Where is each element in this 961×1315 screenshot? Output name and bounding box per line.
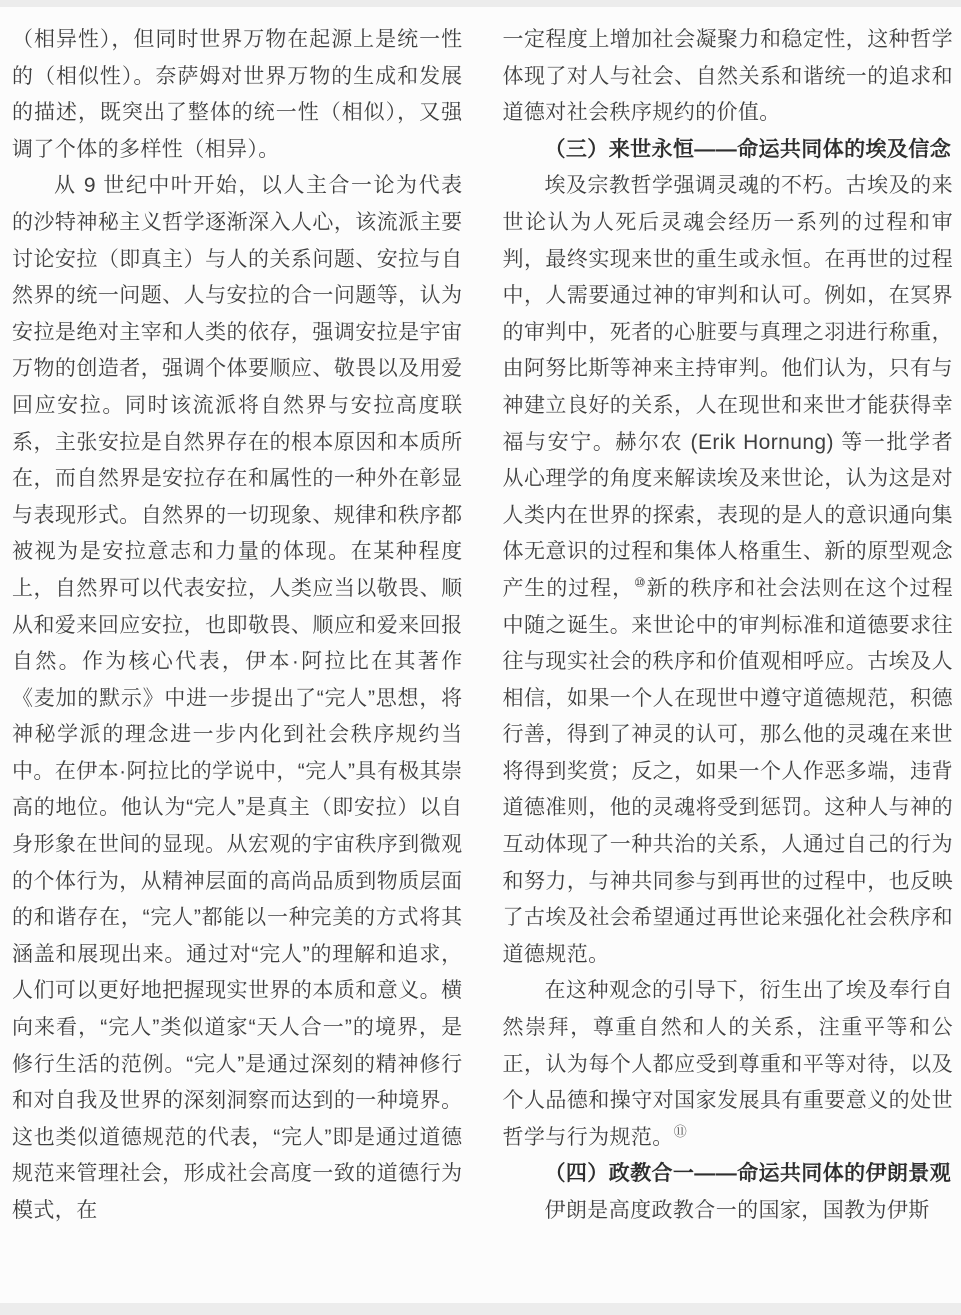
page-bottom-edge <box>0 1303 961 1315</box>
text-run: 埃及宗教哲学强调灵魂的不朽。古埃及的来世论认为人死后灵魂会经历一系列的过程和审判，最终实现来世的重生或永恒。在再世的过程中，人需要通过神的审判和认可。例如，在冥界的审判中，死者的心脏要与真理之羽进行称重，由阿努比斯等神来主持审判。他们认为，只有与神建立良好的关系，人在现世和来世才能获得幸福与安宁。赫尔农 (Erik Hornung) 等一批学者从心理学的角度来解读埃及来世论，认为这是对人类内在世界的探索，表现的是人的意识通向集体无意识的过程和集体人格重生、新的原型观念产生的过程， <box>502 174 953 600</box>
text-run: 伊朗是高度政教合一的国家，国教为伊斯 <box>544 1199 930 1222</box>
text-run: （三）来世永恒——命运共同体的埃及信念 <box>544 137 952 161</box>
page-top-edge <box>0 0 961 7</box>
footnote-marker: ⑩ <box>634 574 647 590</box>
text-run: 新的秩序和社会法则在这个过程中随之诞生。来世论中的审判标准和道德要求往往与现实社会的秩序和价值观相呼应。古埃及人相信，如果一个人在现世中遵守道德规范，积德行善，得到了神灵的认可，那么他的灵魂在来世将得到奖赏；反之，如果一个人作恶多端，违背道德准则，他的灵魂将受到惩罚。这种人与神的互动体现了一种共治的关系，人通过自己的行为和努力，与神共同参与到再世的过程中，也反映了古埃及社会希望通过再世论来强化社会秩序和道德规范。 <box>502 576 953 966</box>
text-run: 从 9 世纪中叶开始，以人主合一论为代表的沙特神秘主义哲学逐渐深入人心，该流派主要讨论安拉（即真主）与人的关系问题、安拉与自然界的统一问题、人与安拉的合一问题等，认为安拉是绝对主宰和人类的依存，强调安拉是宇宙万物的创造者，强调个体要顺应、敬畏以及用爱回应安拉。同时该流派将自然界与安拉高度联系，主张安拉是自然界存在的根本原因和本质所在，而自然界是安拉存在和属性的一种外在彰显与表现形式。自然界的一切现象、规律和秩序都被视为是安拉意志和力量的体现。在某种程度上，自然界可以代表安拉，人类应当以敬畏、顺从和爱来回应安拉，也即敬畏、顺应和爱来回报自然。作为核心代表，伊本·阿拉比在其著作《麦加的默示》中进一步提出了“完人”思想，将神秘学派的理念进一步内化到社会秩序规约当中。在伊本·阿拉比的学说中，“完人”具有极其崇高的地位。他认为“完人”是真主（即安拉）以自身形象在世间的显现。从宏观的宇宙秩序到微观的个体行为，从精神层面的高尚品质到物质层面的和谐存在，“完人”都能以一种完美的方式将其涵盖和展现出来。通过对“完人”的理解和追求，人们可以更好地把握现实世界的本质和意义。横向来看，“完人”类似道家“天人合一”的境界，是修行生活的范例。“完人”是通过深刻的精神修行和对自我及世界的深刻洞察而达到的一种境界。这也类似道德规范的代表，“完人”即是通过道德规范来管理社会，形成社会高度一致的道德行为模式，在 <box>12 174 463 1222</box>
section-heading <box>503 132 954 169</box>
section-heading <box>503 1156 954 1193</box>
footnote-marker: ⑪ <box>673 1123 688 1139</box>
text-run: 在这种观念的引导下，衍生出了埃及奉行自然崇拜，尊重自然和人的关系，注重平等和公正，认为每个人都应受到尊重和平等对待，以及个人品德和操守对国家发展具有重要意义的处世哲学与行为规范。 <box>502 979 953 1149</box>
page-content <box>0 7 961 1303</box>
text-run: （四）政教合一——命运共同体的伊朗景观 <box>544 1162 952 1186</box>
text-column-left <box>12 22 463 1303</box>
paragraph <box>12 22 463 168</box>
paragraph <box>503 1193 954 1230</box>
text-run: （相异性），但同时世界万物在起源上是统一性的（相似性）。奈萨姆对世界万物的生成和发展的描述，既突出了整体的统一性（相似），又强调了个体的多样性（相异）。 <box>12 28 463 161</box>
paragraph <box>503 22 954 132</box>
paragraph <box>503 973 954 1156</box>
paragraph <box>12 168 463 1229</box>
paragraph <box>503 168 954 973</box>
text-column-right <box>503 22 954 1303</box>
text-run: 一定程度上增加社会凝聚力和稳定性，这种哲学体现了对人与社会、自然关系和谐统一的追求和道德对社会秩序规约的价值。 <box>502 28 953 125</box>
